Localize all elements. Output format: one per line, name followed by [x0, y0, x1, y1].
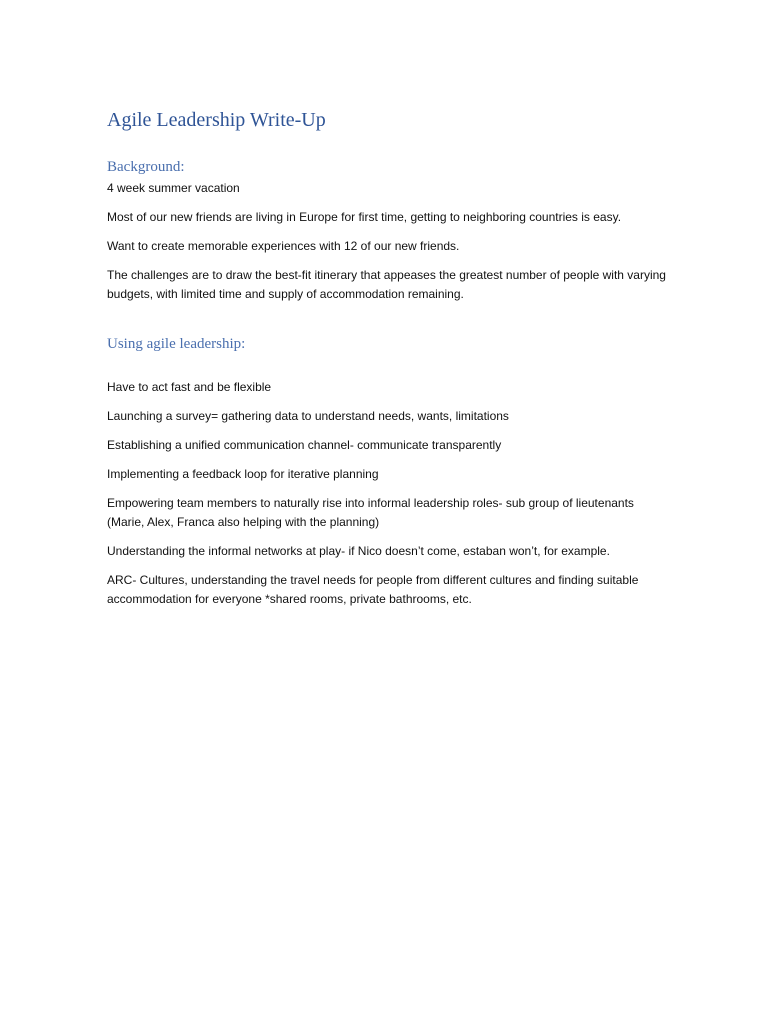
background-paragraph: Most of our new friends are living in Europe for first time, getting to neighboring countries is easy. [107, 210, 622, 224]
document-title: Agile Leadership Write-Up [107, 109, 326, 131]
background-heading: Background: [107, 159, 185, 175]
agile-paragraph: Have to act fast and be flexible [107, 380, 272, 394]
agile-paragraph: Implementing a feedback loop for iterative planning [107, 467, 379, 481]
document-body [107, 106, 667, 619]
agile-leadership-section [107, 334, 667, 609]
background-paragraph: The challenges are to draw the best-fit itinerary that appeases the greatest number of people with varying budgets, with limited time and supply of accommodation remaining. [107, 268, 666, 301]
agile-paragraph: ARC- Cultures, understanding the travel needs for people from different cultures and finding suitable accommodation for everyone *shared rooms, private bathrooms, etc. [107, 573, 639, 606]
agile-paragraph: Understanding the informal networks at play- if Nico doesn’t come, estaban won’t, for example. [107, 544, 610, 558]
agile-paragraph: Empowering team members to naturally rise into informal leadership roles- sub group of lieutenants (Marie, Alex, Franca also helping with the planning) [107, 496, 634, 529]
background-paragraph: Want to create memorable experiences with 12 of our new friends. [107, 239, 460, 253]
background-paragraph: 4 week summer vacation [107, 181, 240, 195]
agile-paragraph: Launching a survey= gathering data to understand needs, wants, limitations [107, 409, 509, 423]
background-section [107, 157, 667, 304]
agile-paragraph: Establishing a unified communication channel- communicate transparently [107, 438, 502, 452]
agile-leadership-heading: Using agile leadership: [107, 336, 246, 352]
